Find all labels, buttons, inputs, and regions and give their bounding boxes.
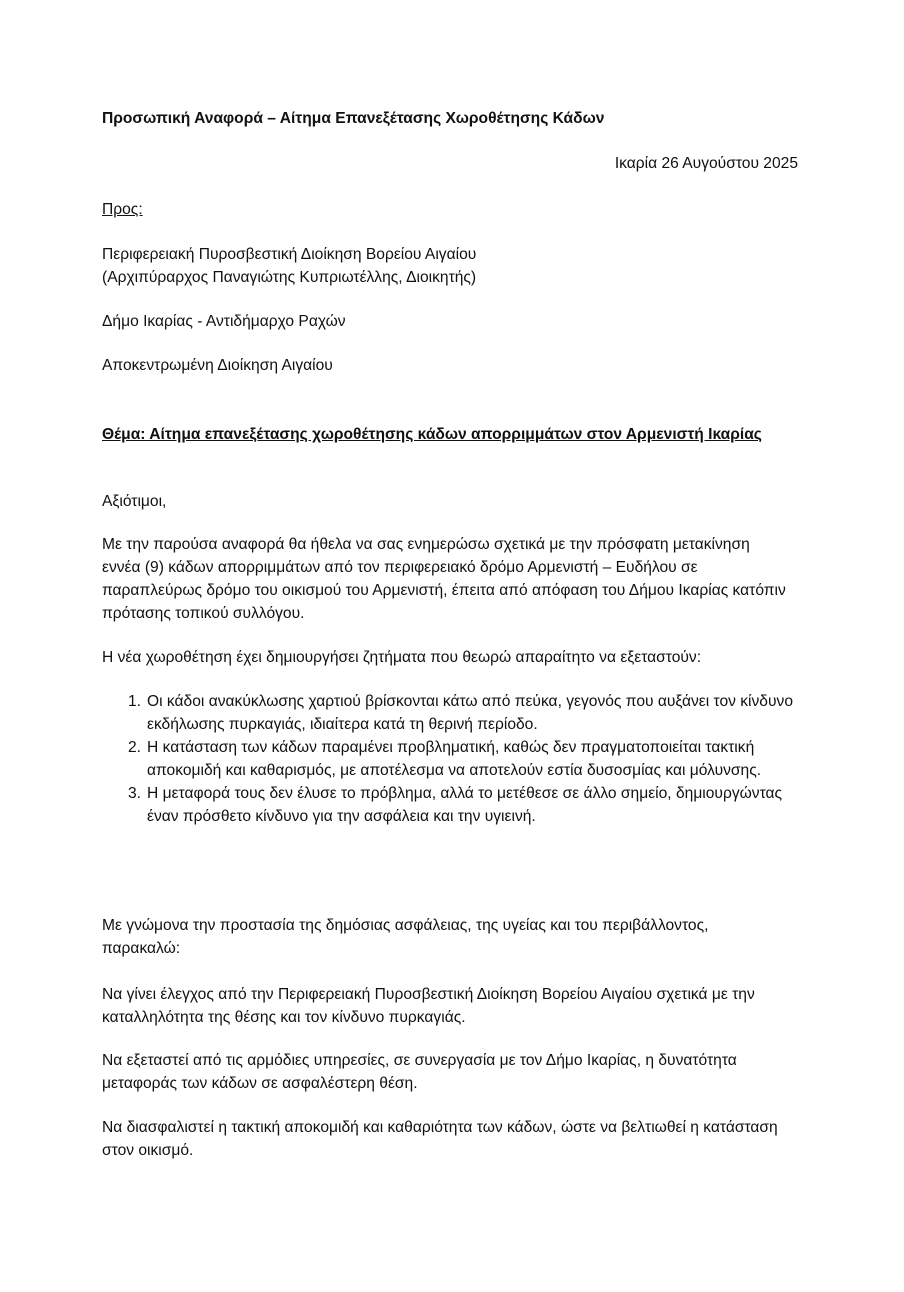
recipient-1-line-1: Περιφερειακή Πυροσβεστική Διοίκηση Βορείου Αιγαίου xyxy=(102,246,477,263)
recipient-1-line-2: (Αρχιπύραρχος Παναγιώτης Κυπριωτέλλης, Διοικητής) xyxy=(102,269,477,286)
list-item xyxy=(128,736,804,782)
request-paragraph-3: Να διασφαλιστεί η τακτική αποκομιδή και καθαριότητα των κάδων, ώστε να βελτιωθεί η κατάσταση στον οικισμό. xyxy=(102,1119,778,1159)
list-item-number: 1. xyxy=(128,693,142,710)
intro-paragraph: Με την παρούσα αναφορά θα ήθελα να σας ενημερώσω σχετικά με την πρόσφατη μετακίνηση εννέα (9) κάδων απορριμμάτων από τον περιφερειακό δρόμο Αρμενιστή – Ευδήλου σε παραπλεύρως δρόμο του οικισμού του Αρμενιστή, έπειτα από απόφαση του Δήμου Ικαρίας κατόπιν πρότασης τοπικού συλλόγου. xyxy=(102,536,786,622)
list-item-text: Η μεταφορά τους δεν έλυσε το πρόβλημα, αλλά το μετέθεσε σε άλλο σημείο, δημιουργώντας έναν πρόσθετο κίνδυνο για την ασφάλεια και την υγιεινή. xyxy=(147,785,783,825)
greeting: Αξιότιμοι, xyxy=(102,493,167,510)
recipient-block-1 xyxy=(102,243,807,289)
request-paragraph-1: Να γίνει έλεγχος από την Περιφερειακή Πυροσβεστική Διοίκηση Βορείου Αιγαίου σχετικά με την καταλληλότητα της θέσης και τον κίνδυνο πυρκαγιάς. xyxy=(102,986,755,1026)
document-title: Προσωπική Αναφορά – Αίτημα Επανεξέτασης Χωροθέτησης Κάδων xyxy=(102,110,605,127)
list-item-number: 3. xyxy=(128,785,142,802)
document-date: Ικαρία 26 Αυγούστου 2025 xyxy=(614,155,798,172)
recipient-2: Δήμο Ικαρίας - Αντιδήμαρχο Ραχών xyxy=(102,313,346,330)
list-item xyxy=(128,782,804,828)
list-item-number: 2. xyxy=(128,739,142,756)
request-paragraph-2: Να εξεταστεί από τις αρμόδιες υπηρεσίες, σε συνεργασία με τον Δήμο Ικαρίας, η δυνατότητα μεταφοράς των κάδων σε ασφαλέστερη θέση. xyxy=(102,1052,737,1092)
recipient-label: Προς: xyxy=(102,201,143,218)
list-item-text: Η κατάσταση των κάδων παραμένει προβληματική, καθώς δεν πραγματοποιείται τακτική αποκομιδή και καθαρισμός, με αποτέλεσμα να αποτελούν εστία δυσοσμίας και μόλυνσης. xyxy=(147,739,762,779)
list-item-text: Οι κάδοι ανακύκλωσης χαρτιού βρίσκονται κάτω από πεύκα, γεγονός που αυξάνει τον κίνδυνο εκδήλωσης πυρκαγιάς, ιδιαίτερα κατά τη θερινή περίοδο. xyxy=(147,693,793,733)
recipient-3: Αποκεντρωμένη Διοίκηση Αιγαίου xyxy=(102,357,333,374)
issues-intro: Η νέα χωροθέτηση έχει δημιουργήσει ζητήματα που θεωρώ απαραίτητο να εξεταστούν: xyxy=(102,649,702,666)
subject-line: Θέμα: Αίτημα επανεξέτασης χωροθέτησης κάδων απορριμμάτων στον Αρμενιστή Ικαρίας xyxy=(102,426,762,443)
request-intro: Με γνώμονα την προστασία της δημόσιας ασφάλειας, της υγείας και του περιβάλλοντος, παρακαλώ: xyxy=(102,917,709,957)
list-item xyxy=(128,690,804,736)
issues-list xyxy=(128,690,804,828)
